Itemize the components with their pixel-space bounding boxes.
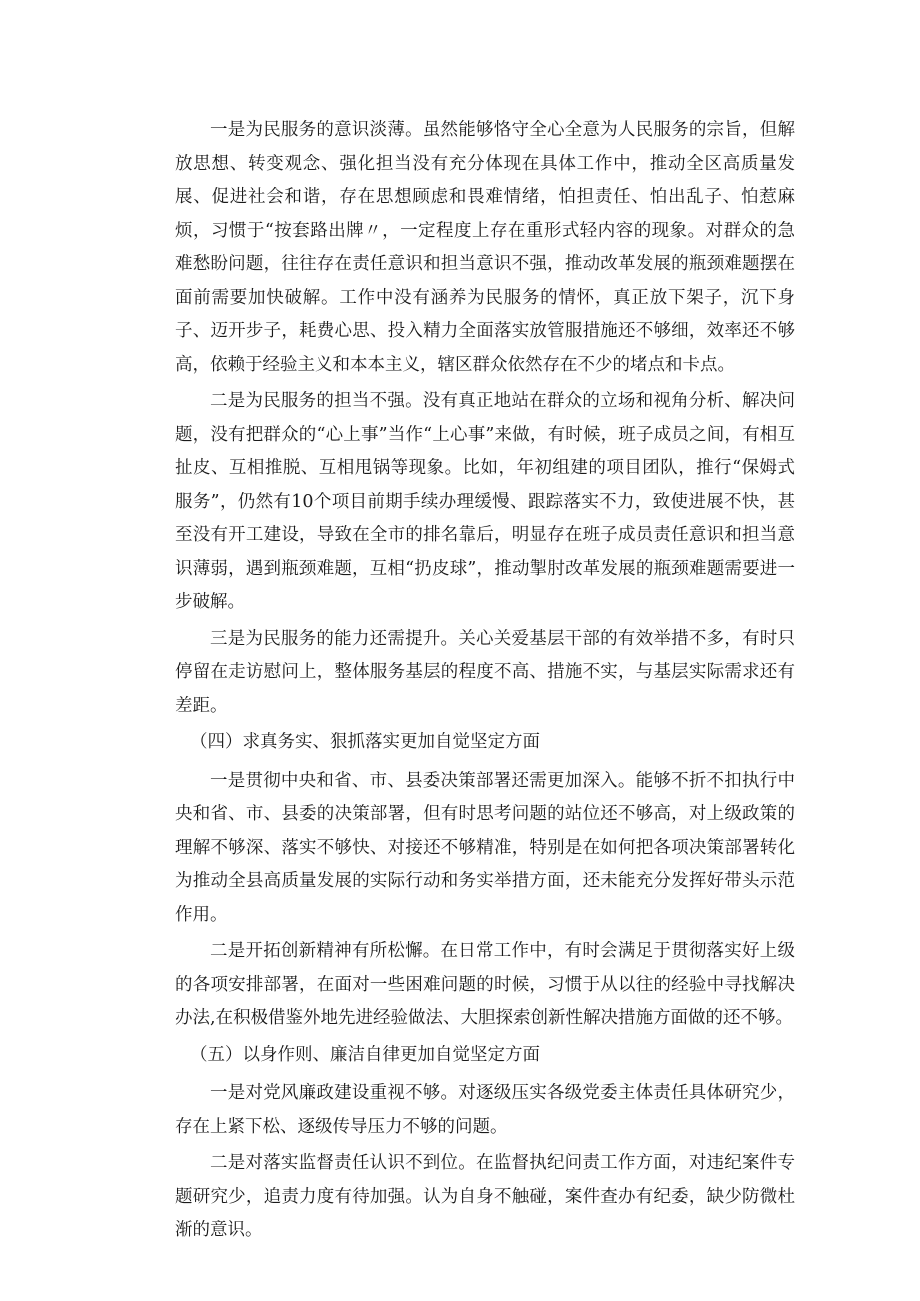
paragraph-supervision-responsibility: 二是对落实监督责任认识不到位。在监督执纪问责工作方面，对违纪案件专题研究少，追责力度有待加强。认为自身不触碰，案件查办有纪委，缺少防微杜渐的意识。	[175, 1153, 795, 1240]
section-heading-4: （四）求真务实、狠抓落实更加自觉坚定方面	[190, 732, 540, 752]
paragraph-decision-implementation: 一是贯彻中央和省、市、县委决策部署还需更加深入。能够不折不扣执行中央和省、市、县委的决策部署，但有时思考问题的站位还不够高，对上级政策的理解不够深、落实不够快、对接还不够精准，特别是在如何把各项决策部署转化为推动全县高质量发展的实际行动和务实举措方面，还未能充分发挥好带头示范作用。	[175, 770, 795, 925]
paragraph-service-awareness: 一是为民服务的意识淡薄。虽然能够恪守全心全意为人民服务的宗旨，但解放思想、转变观念、强化担当没有充分体现在具体工作中，推动全区高质量发展、促进社会和谐，存在思想顾虑和畏难情绪，怕担责任、怕出乱子、怕惹麻烦，习惯于“按套路出牌〃，一定程度上存在重形式轻内容的现象。对群众的急难愁盼问题，往往存在责任意识和担当意识不强，推动改革发展的瓶颈难题摆在面前需要加快破解。工作中没有涵养为民服务的情怀，真正放下架子，沉下身子、迈开步子，耗费心思、投入精力全面落实放管服措施还不够细，效率还不够高，依赖于经验主义和本本主义，辖区群众依然存在不少的堵点和卡点。	[175, 120, 795, 375]
paragraph-party-conduct: 一是对党风廉政建设重视不够。对逐级压实各级党委主体责任具体研究少，存在上紧下松、逐级传导压力不够的问题。	[175, 1083, 795, 1137]
section-heading-5: （五）以身作则、廉洁自律更加自觉坚定方面	[190, 1044, 540, 1065]
paragraph-innovation-spirit: 二是开拓创新精神有所松懈。在日常工作中，有时会满足于贯彻落实好上级的各项安排部署，在面对一些困难问题的时候，习惯于从以往的经验中寻找解决办法,在积极借鉴外地先进经验做法、大胆探索创新性解决措施方面做的还不够。	[175, 941, 795, 1028]
document-body	[175, 114, 795, 1251]
paragraph-service-responsibility: 二是为民服务的担当不强。没有真正地站在群众的立场和视角分析、解决问题，没有把群众的“心上事”当作“上心事”来做，有时候，班子成员之间，有相互扯皮、互相推脱、互相甩锅等现象。比如，年初组建的项目团队，推行“保姆式服务”，仍然有10个项目前期手续办理缓慢、跟踪落实不力，致使进展不快，甚至没有开工建设，导致在全市的排名靠后，明显存在班子成员责任意识和担当意识薄弱，遇到瓶颈难题，互相“扔皮球”，推动掣肘改革发展的瓶颈难题需要进一步破解。	[175, 391, 795, 612]
paragraph-service-ability: 三是为民服务的能力还需提升。关心关爱基层干部的有效举措不多，有时只停留在走访慰问上，整体服务基层的程度不高、措施不实，与基层实际需求还有差距。	[175, 628, 795, 716]
